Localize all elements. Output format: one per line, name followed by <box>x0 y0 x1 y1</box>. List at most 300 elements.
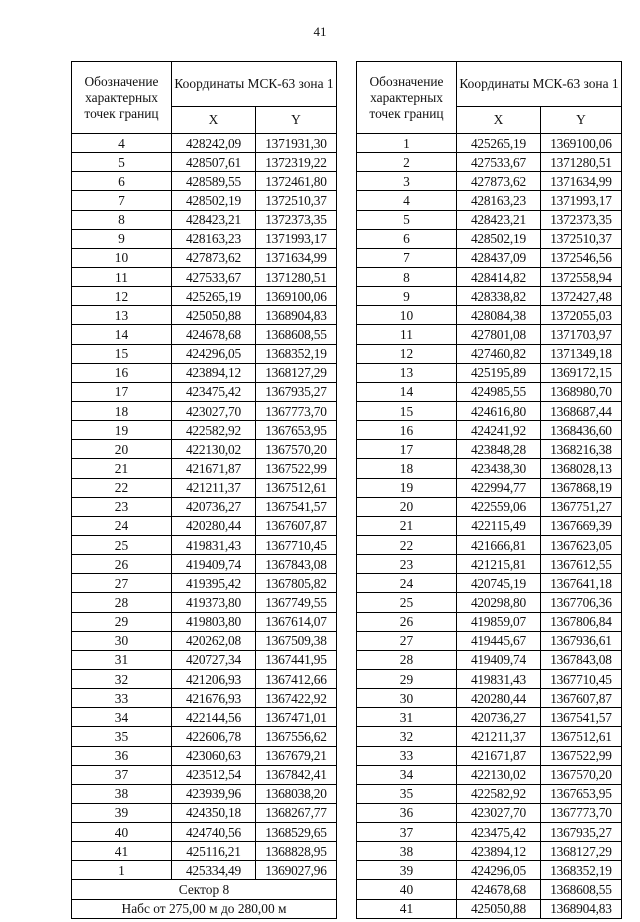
table-row <box>357 746 622 765</box>
y-coordinate: 1367710,45 <box>541 669 622 688</box>
y-coordinate: 1371993,17 <box>541 191 622 210</box>
y-coordinate: 1367773,70 <box>256 401 337 420</box>
point-number: 31 <box>72 650 172 669</box>
table-row <box>357 363 622 382</box>
table-row <box>72 631 337 650</box>
y-coordinate: 1368352,19 <box>541 861 622 880</box>
x-coordinate: 424296,05 <box>172 344 256 363</box>
table-row <box>72 516 337 535</box>
point-number: 19 <box>72 421 172 440</box>
y-coordinate: 1367669,39 <box>541 516 622 535</box>
point-number: 15 <box>72 344 172 363</box>
y-coordinate: 1368529,65 <box>256 823 337 842</box>
y-coordinate: 1368216,38 <box>541 440 622 459</box>
x-coordinate: 425265,19 <box>172 287 256 306</box>
table-row <box>357 612 622 631</box>
point-number: 40 <box>357 880 457 899</box>
x-coordinate: 428507,61 <box>172 153 256 172</box>
height-range-label: Набс от 275,00 м до 280,00 м <box>72 899 337 918</box>
point-number: 17 <box>357 440 457 459</box>
point-number: 40 <box>72 823 172 842</box>
y-coordinate: 1372558,94 <box>541 267 622 286</box>
point-number: 2 <box>357 153 457 172</box>
x-coordinate: 428084,38 <box>457 306 541 325</box>
x-coordinate: 421211,37 <box>457 727 541 746</box>
table-row <box>357 153 622 172</box>
point-number: 22 <box>72 478 172 497</box>
x-coordinate: 428163,23 <box>172 229 256 248</box>
table-row <box>357 574 622 593</box>
table-row <box>357 229 622 248</box>
x-coordinate: 423475,42 <box>457 823 541 842</box>
x-coordinate: 422115,49 <box>457 516 541 535</box>
table-row <box>357 631 622 650</box>
x-coordinate: 424616,80 <box>457 401 541 420</box>
x-coordinate: 423512,54 <box>172 765 256 784</box>
table-row <box>72 191 337 210</box>
y-coordinate: 1367641,18 <box>541 574 622 593</box>
table-row <box>72 267 337 286</box>
x-coordinate: 420298,80 <box>457 593 541 612</box>
table-row <box>72 669 337 688</box>
table-row <box>357 784 622 803</box>
point-number: 38 <box>72 784 172 803</box>
x-coordinate: 421671,87 <box>457 746 541 765</box>
point-number: 1 <box>357 134 457 153</box>
y-coordinate: 1367412,66 <box>256 669 337 688</box>
x-coordinate: 423027,70 <box>457 803 541 822</box>
point-number: 28 <box>357 650 457 669</box>
y-coordinate: 1367607,87 <box>256 516 337 535</box>
y-coordinate: 1368687,44 <box>541 401 622 420</box>
table-row <box>72 861 337 880</box>
point-number: 12 <box>72 287 172 306</box>
x-coordinate: 421666,81 <box>457 535 541 554</box>
table-row <box>72 727 337 746</box>
table-row <box>72 555 337 574</box>
x-coordinate: 424985,55 <box>457 382 541 401</box>
x-coordinate: 425116,21 <box>172 842 256 861</box>
x-coordinate: 424740,56 <box>172 823 256 842</box>
y-coordinate: 1367509,38 <box>256 631 337 650</box>
point-number: 20 <box>357 497 457 516</box>
table-row <box>357 134 622 153</box>
point-number: 12 <box>357 344 457 363</box>
x-coordinate: 427533,67 <box>457 153 541 172</box>
table-row <box>72 535 337 554</box>
point-number: 4 <box>357 191 457 210</box>
point-number: 25 <box>357 593 457 612</box>
x-coordinate: 422994,77 <box>457 478 541 497</box>
y-coordinate: 1371993,17 <box>256 229 337 248</box>
point-number: 14 <box>357 382 457 401</box>
table-row <box>357 669 622 688</box>
table-row <box>72 325 337 344</box>
x-coordinate: 427460,82 <box>457 344 541 363</box>
x-coordinate: 419409,74 <box>172 555 256 574</box>
right-coordinates-table <box>356 61 622 919</box>
point-number: 26 <box>357 612 457 631</box>
table-row <box>72 497 337 516</box>
x-coordinate: 427533,67 <box>172 267 256 286</box>
table-row <box>357 478 622 497</box>
y-coordinate: 1372510,37 <box>541 229 622 248</box>
y-coordinate: 1368608,55 <box>541 880 622 899</box>
y-coordinate: 1372373,35 <box>256 210 337 229</box>
point-label-header: Обозначение характерных точек границ <box>357 62 457 134</box>
x-coordinate: 419831,43 <box>457 669 541 688</box>
coordinates-header: Координаты МСК-63 зона 1 <box>457 62 622 107</box>
right-table-body <box>357 134 622 919</box>
y-coordinate: 1367541,57 <box>256 497 337 516</box>
point-number: 35 <box>72 727 172 746</box>
y-coordinate: 1372427,48 <box>541 287 622 306</box>
table-row <box>72 306 337 325</box>
point-number: 24 <box>72 516 172 535</box>
y-coordinate: 1367805,82 <box>256 574 337 593</box>
point-number: 30 <box>72 631 172 650</box>
x-coordinate: 424296,05 <box>457 861 541 880</box>
x-coordinate: 419831,43 <box>172 535 256 554</box>
x-coordinate: 428437,09 <box>457 248 541 267</box>
x-coordinate: 427873,62 <box>457 172 541 191</box>
x-coordinate: 419373,80 <box>172 593 256 612</box>
table-row <box>357 421 622 440</box>
point-number: 5 <box>72 153 172 172</box>
x-coordinate: 428242,09 <box>172 134 256 153</box>
point-number: 19 <box>357 478 457 497</box>
x-coordinate: 428423,21 <box>172 210 256 229</box>
table-row <box>72 746 337 765</box>
point-number: 8 <box>72 210 172 229</box>
y-coordinate: 1367556,62 <box>256 727 337 746</box>
y-coordinate: 1367935,27 <box>541 823 622 842</box>
y-coordinate: 1367843,08 <box>541 650 622 669</box>
point-number: 18 <box>357 459 457 478</box>
point-number: 6 <box>357 229 457 248</box>
y-coordinate: 1367751,27 <box>541 497 622 516</box>
x-coordinate: 423060,63 <box>172 746 256 765</box>
point-number: 9 <box>72 229 172 248</box>
y-coordinate: 1372546,56 <box>541 248 622 267</box>
table-row <box>357 689 622 708</box>
x-coordinate: 420736,27 <box>457 708 541 727</box>
table-row <box>357 727 622 746</box>
table-row <box>357 497 622 516</box>
x-coordinate: 427801,08 <box>457 325 541 344</box>
table-row <box>72 172 337 191</box>
table-row <box>72 363 337 382</box>
x-coordinate: 424241,92 <box>457 421 541 440</box>
y-coordinate: 1369100,06 <box>256 287 337 306</box>
point-number: 33 <box>72 689 172 708</box>
x-coordinate: 425195,89 <box>457 363 541 382</box>
x-coordinate: 420736,27 <box>172 497 256 516</box>
point-number: 27 <box>72 574 172 593</box>
point-number: 10 <box>357 306 457 325</box>
x-coordinate: 421676,93 <box>172 689 256 708</box>
table-row <box>357 306 622 325</box>
point-number: 34 <box>357 765 457 784</box>
x-coordinate: 420727,34 <box>172 650 256 669</box>
table-row <box>72 134 337 153</box>
point-number: 24 <box>357 574 457 593</box>
point-number: 22 <box>357 535 457 554</box>
point-number: 23 <box>357 555 457 574</box>
point-number: 35 <box>357 784 457 803</box>
table-row <box>357 287 622 306</box>
x-coordinate: 423848,28 <box>457 440 541 459</box>
y-coordinate: 1367653,95 <box>541 784 622 803</box>
table-row <box>72 650 337 669</box>
coordinates-header: Координаты МСК-63 зона 1 <box>172 62 337 107</box>
x-coordinate: 422130,02 <box>172 440 256 459</box>
table-row <box>357 765 622 784</box>
x-coordinate: 422130,02 <box>457 765 541 784</box>
y-coordinate: 1372461,80 <box>256 172 337 191</box>
x-coordinate: 425265,19 <box>457 134 541 153</box>
y-coordinate: 1372373,35 <box>541 210 622 229</box>
x-coordinate: 421671,87 <box>172 459 256 478</box>
y-coordinate: 1367842,41 <box>256 765 337 784</box>
table-row <box>72 382 337 401</box>
point-number: 26 <box>72 555 172 574</box>
y-coordinate: 1367843,08 <box>256 555 337 574</box>
x-coordinate: 419445,67 <box>457 631 541 650</box>
y-coordinate: 1367679,21 <box>256 746 337 765</box>
point-number: 10 <box>72 248 172 267</box>
x-coordinate: 422606,78 <box>172 727 256 746</box>
y-coordinate: 1368436,60 <box>541 421 622 440</box>
x-coordinate: 419803,80 <box>172 612 256 631</box>
x-coordinate: 428502,19 <box>172 191 256 210</box>
y-coordinate: 1371280,51 <box>541 153 622 172</box>
x-coordinate: 423438,30 <box>457 459 541 478</box>
x-coordinate: 421215,81 <box>457 555 541 574</box>
table-row <box>72 593 337 612</box>
x-coordinate: 423939,96 <box>172 784 256 803</box>
point-number: 38 <box>357 842 457 861</box>
point-number: 18 <box>72 401 172 420</box>
y-coordinate: 1372510,37 <box>256 191 337 210</box>
table-row <box>357 555 622 574</box>
table-row <box>357 344 622 363</box>
y-coordinate: 1367614,07 <box>256 612 337 631</box>
y-coordinate: 1369027,96 <box>256 861 337 880</box>
x-coordinate: 419409,74 <box>457 650 541 669</box>
point-number: 23 <box>72 497 172 516</box>
point-number: 25 <box>72 535 172 554</box>
x-header: X <box>457 107 541 134</box>
y-coordinate: 1368352,19 <box>256 344 337 363</box>
table-row <box>357 172 622 191</box>
point-number: 16 <box>72 363 172 382</box>
y-coordinate: 1367512,61 <box>256 478 337 497</box>
y-coordinate: 1369100,06 <box>541 134 622 153</box>
y-coordinate: 1368127,29 <box>541 842 622 861</box>
x-header: X <box>172 107 256 134</box>
point-label-header: Обозначение характерных точек границ <box>72 62 172 134</box>
page-number: 41 <box>313 24 327 39</box>
table-row <box>72 689 337 708</box>
table-row <box>357 325 622 344</box>
y-coordinate: 1367541,57 <box>541 708 622 727</box>
table-row <box>72 708 337 727</box>
point-number: 37 <box>357 823 457 842</box>
x-coordinate: 420280,44 <box>457 689 541 708</box>
x-coordinate: 425050,88 <box>457 899 541 918</box>
x-coordinate: 424678,68 <box>172 325 256 344</box>
table-row <box>357 535 622 554</box>
table-row <box>357 803 622 822</box>
y-coordinate: 1368267,77 <box>256 803 337 822</box>
table-row <box>72 574 337 593</box>
x-coordinate: 422582,92 <box>172 421 256 440</box>
table-row <box>357 899 622 918</box>
x-coordinate: 421206,93 <box>172 669 256 688</box>
table-row <box>72 842 337 861</box>
y-coordinate: 1367806,84 <box>541 612 622 631</box>
sector-label: Сектор 8 <box>72 880 337 899</box>
y-coordinate: 1367653,95 <box>256 421 337 440</box>
y-coordinate: 1372055,03 <box>541 306 622 325</box>
table-row <box>72 421 337 440</box>
table-row <box>357 401 622 420</box>
x-coordinate: 423894,12 <box>457 842 541 861</box>
point-number: 21 <box>357 516 457 535</box>
x-coordinate: 428423,21 <box>457 210 541 229</box>
y-coordinate: 1367710,45 <box>256 535 337 554</box>
y-coordinate: 1367422,92 <box>256 689 337 708</box>
y-header: Y <box>541 107 622 134</box>
left-coordinates-table <box>71 61 337 919</box>
y-coordinate: 1368028,13 <box>541 459 622 478</box>
left-table-body <box>72 134 337 880</box>
table-row <box>357 861 622 880</box>
x-coordinate: 423894,12 <box>172 363 256 382</box>
point-number: 1 <box>72 861 172 880</box>
y-coordinate: 1367749,55 <box>256 593 337 612</box>
y-coordinate: 1368904,83 <box>256 306 337 325</box>
y-coordinate: 1367868,19 <box>541 478 622 497</box>
x-coordinate: 428589,55 <box>172 172 256 191</box>
point-number: 11 <box>72 267 172 286</box>
point-number: 36 <box>72 746 172 765</box>
table-row <box>357 708 622 727</box>
table-row <box>357 650 622 669</box>
y-coordinate: 1367512,61 <box>541 727 622 746</box>
table-row <box>72 210 337 229</box>
point-number: 13 <box>357 363 457 382</box>
x-coordinate: 424350,18 <box>172 803 256 822</box>
y-coordinate: 1371703,97 <box>541 325 622 344</box>
table-row <box>72 440 337 459</box>
y-coordinate: 1367623,05 <box>541 535 622 554</box>
x-coordinate: 425334,49 <box>172 861 256 880</box>
point-number: 36 <box>357 803 457 822</box>
y-coordinate: 1368038,20 <box>256 784 337 803</box>
table-row <box>72 612 337 631</box>
point-number: 39 <box>357 861 457 880</box>
point-number: 13 <box>72 306 172 325</box>
point-number: 28 <box>72 593 172 612</box>
y-coordinate: 1367706,36 <box>541 593 622 612</box>
x-coordinate: 420280,44 <box>172 516 256 535</box>
table-row <box>72 784 337 803</box>
table-row <box>357 248 622 267</box>
x-coordinate: 420745,19 <box>457 574 541 593</box>
y-coordinate: 1367570,20 <box>541 765 622 784</box>
y-coordinate: 1367935,27 <box>256 382 337 401</box>
table-row <box>357 593 622 612</box>
point-number: 17 <box>72 382 172 401</box>
point-number: 41 <box>357 899 457 918</box>
x-coordinate: 428163,23 <box>457 191 541 210</box>
x-coordinate: 422559,06 <box>457 497 541 516</box>
y-coordinate: 1367570,20 <box>256 440 337 459</box>
table-row <box>357 440 622 459</box>
x-coordinate: 419395,42 <box>172 574 256 593</box>
table-row <box>72 248 337 267</box>
point-number: 29 <box>357 669 457 688</box>
table-row <box>72 459 337 478</box>
point-number: 9 <box>357 287 457 306</box>
table-row <box>357 880 622 899</box>
point-number: 15 <box>357 401 457 420</box>
point-number: 39 <box>72 803 172 822</box>
point-number: 5 <box>357 210 457 229</box>
x-coordinate: 422582,92 <box>457 784 541 803</box>
y-coordinate: 1368608,55 <box>256 325 337 344</box>
x-coordinate: 423475,42 <box>172 382 256 401</box>
y-coordinate: 1367522,99 <box>541 746 622 765</box>
point-number: 37 <box>72 765 172 784</box>
point-number: 20 <box>72 440 172 459</box>
point-number: 33 <box>357 746 457 765</box>
point-number: 30 <box>357 689 457 708</box>
y-coordinate: 1368828,95 <box>256 842 337 861</box>
point-number: 32 <box>72 669 172 688</box>
x-coordinate: 428338,82 <box>457 287 541 306</box>
x-coordinate: 422144,56 <box>172 708 256 727</box>
point-number: 29 <box>72 612 172 631</box>
y-coordinate: 1367522,99 <box>256 459 337 478</box>
table-row <box>72 765 337 784</box>
table-row <box>357 382 622 401</box>
table-row <box>72 229 337 248</box>
table-row <box>357 842 622 861</box>
point-number: 21 <box>72 459 172 478</box>
table-row <box>72 344 337 363</box>
y-coordinate: 1367607,87 <box>541 689 622 708</box>
table-row <box>357 516 622 535</box>
point-number: 8 <box>357 267 457 286</box>
table-row <box>357 267 622 286</box>
y-header: Y <box>256 107 337 134</box>
point-number: 4 <box>72 134 172 153</box>
y-coordinate: 1368904,83 <box>541 899 622 918</box>
table-row <box>357 459 622 478</box>
y-coordinate: 1371280,51 <box>256 267 337 286</box>
point-number: 7 <box>357 248 457 267</box>
y-coordinate: 1371634,99 <box>541 172 622 191</box>
point-number: 32 <box>357 727 457 746</box>
x-coordinate: 419859,07 <box>457 612 541 631</box>
y-coordinate: 1371349,18 <box>541 344 622 363</box>
y-coordinate: 1367773,70 <box>541 803 622 822</box>
point-number: 7 <box>72 191 172 210</box>
point-number: 6 <box>72 172 172 191</box>
